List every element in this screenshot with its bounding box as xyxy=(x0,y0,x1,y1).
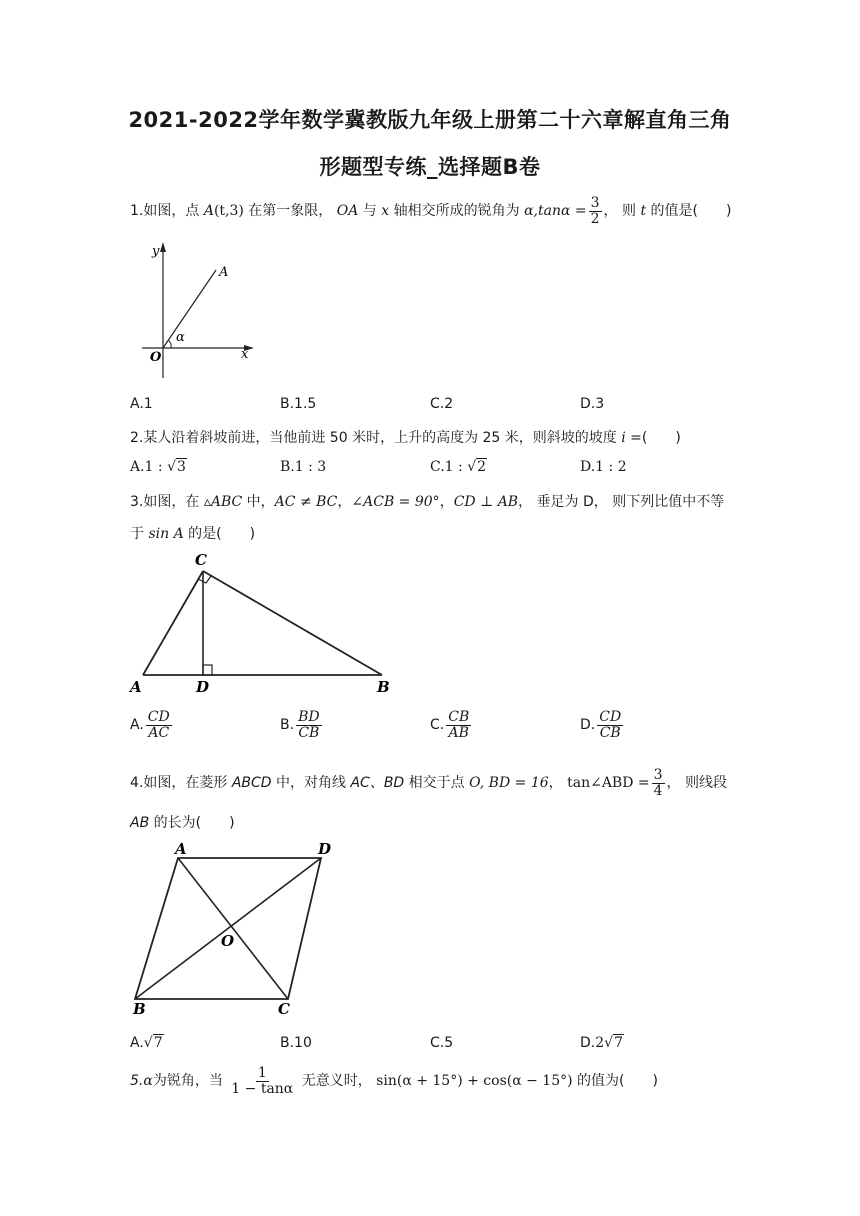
q4-option-b[interactable]: B.10 xyxy=(280,1035,312,1051)
q3-text-6: 于 xyxy=(130,526,149,542)
q3-label-d: D xyxy=(196,678,210,696)
q2-option-b[interactable]: B.1 : 3 xyxy=(280,459,327,475)
q4-text-1: 4.如图，在菱形 xyxy=(130,775,232,792)
q3-option-d[interactable] xyxy=(580,710,625,740)
q3-cd-perp-ab: CD ⊥ AB xyxy=(453,494,519,510)
question-1-stem xyxy=(130,196,731,226)
q3-option-a-denominator: AC xyxy=(148,724,170,741)
q2-option-d[interactable]: D.1 : 2 xyxy=(580,459,627,475)
q1-text-3: 与 xyxy=(358,203,382,220)
question-5-stem xyxy=(130,1066,658,1096)
question-4-stem-line-2 xyxy=(130,812,235,832)
q3-option-a-numerator: CD xyxy=(147,709,170,725)
q3-option-a-prefix: A. xyxy=(130,717,144,734)
q4-abcd: ABCD xyxy=(231,775,272,792)
q4-option-a-prefix: A. xyxy=(130,1035,144,1051)
q3-text-5: ， 垂足为 D， 则下列比值中不等 xyxy=(518,494,725,510)
q3-option-c-fraction xyxy=(446,710,471,740)
q3-option-a[interactable] xyxy=(130,710,174,740)
q1-fraction-numerator: 3 xyxy=(590,195,600,211)
q5-text-3: 的值为( ) xyxy=(572,1073,658,1090)
q1-option-b[interactable]: B.1.5 xyxy=(280,396,317,412)
q4-option-a[interactable] xyxy=(130,1035,164,1051)
q4-fraction xyxy=(652,768,665,798)
q2-option-c-radicand: 2 xyxy=(477,459,487,475)
q3-text-2: 中， xyxy=(242,494,275,510)
q3-triangle: ▵ABC xyxy=(203,494,243,510)
q1-label-o: O xyxy=(150,350,162,365)
q3-option-d-numerator: CD xyxy=(599,709,622,725)
q2-option-c[interactable] xyxy=(430,459,487,475)
question-4-stem-line-1 xyxy=(130,768,727,798)
q4-option-c[interactable]: C.5 xyxy=(430,1035,454,1051)
q3-option-c[interactable] xyxy=(430,710,473,740)
q1-label-y: y xyxy=(152,244,160,259)
q3-text-4: ， xyxy=(439,494,454,510)
q2-option-a-sqrt: √3 xyxy=(167,459,186,475)
q1-t: t xyxy=(640,203,647,220)
q1-option-c[interactable]: C.2 xyxy=(430,396,454,412)
q4-text-2: 中，对角线 xyxy=(271,775,351,792)
q3-option-d-prefix: D. xyxy=(580,717,596,734)
q4-bd-16: O, BD = 16 xyxy=(469,775,549,792)
q1-fraction xyxy=(589,196,602,226)
q2-option-a-radicand: 3 xyxy=(177,459,186,475)
q5-alpha: α xyxy=(143,1073,153,1090)
q1-tan-expr: α,tanα = xyxy=(524,203,587,220)
document-title-line-1: 2021-2022学年数学冀教版九年级上册第二十六章解直角三角 xyxy=(128,108,732,132)
q4-figure xyxy=(126,836,348,1018)
q4-tan-abd: tan∠ABD = xyxy=(567,775,650,792)
q1-option-a[interactable]: A.1 xyxy=(130,396,153,412)
q4-text-4: ， xyxy=(548,775,568,792)
q3-angle-acb: ∠ACB = 90° xyxy=(351,494,440,510)
q1-text-5: ， 则 xyxy=(603,203,641,220)
q4-option-d[interactable] xyxy=(580,1035,624,1051)
q4-fraction-numerator: 3 xyxy=(653,767,663,783)
q1-label-alpha: α xyxy=(176,330,185,345)
q4-label-b: B xyxy=(133,1000,146,1018)
q3-option-b-numerator: BD xyxy=(298,709,320,725)
q4-label-o: O xyxy=(221,932,235,950)
q3-label-c: C xyxy=(195,551,207,569)
q1-text-6: 的值是( ) xyxy=(646,203,732,220)
q1-text-1: 1.如图，点 xyxy=(130,203,204,220)
question-2-stem xyxy=(130,427,681,447)
q1-angle-arc xyxy=(168,340,171,348)
q5-fraction-denominator: 1 − tanα xyxy=(231,1080,294,1097)
q4-ab: AB xyxy=(130,815,150,831)
q3-figure xyxy=(126,550,406,698)
q2-option-a-prefix: A.1 : xyxy=(130,459,168,475)
q3-side-ac xyxy=(143,571,203,675)
q1-figure xyxy=(130,238,270,383)
q3-label-a: A xyxy=(130,678,142,696)
q4-option-d-radicand: 7 xyxy=(614,1035,623,1051)
q3-side-cb xyxy=(203,571,382,675)
q3-option-a-fraction xyxy=(146,710,172,740)
q4-label-c: C xyxy=(278,1000,290,1018)
q3-right-angle-d xyxy=(203,665,212,675)
q3-option-c-denominator: AB xyxy=(448,724,469,741)
q1-text-4: 轴相交所成的锐角为 xyxy=(389,203,525,220)
q5-text-1: 为锐角，当 xyxy=(152,1073,228,1090)
q2-option-a[interactable] xyxy=(130,459,187,475)
q1-segment-oa: OA xyxy=(336,203,359,220)
document-title-line-2: 形题型专练_选择题B卷 xyxy=(319,155,541,179)
q4-label-d: D xyxy=(318,840,332,858)
q2-text-1: 2.某人沿着斜坡前进，当他前进 50 米时，上升的高度为 25 米，则斜坡的坡度 xyxy=(130,430,622,446)
q4-text-6: 的长为( ) xyxy=(149,815,235,831)
q4-diagonal-ac xyxy=(178,858,288,999)
q5-expression: sin(α + 15°) + cos(α − 15°) xyxy=(376,1073,573,1090)
q3-text-3: ， xyxy=(337,494,352,510)
q3-text-1: 3.如图，在 xyxy=(130,494,204,510)
q2-i: i xyxy=(621,430,626,446)
q4-text-3: 相交于点 xyxy=(404,775,470,792)
question-3-stem-line-2 xyxy=(130,523,255,543)
q4-option-d-coefficient: 2 xyxy=(595,1035,605,1051)
q1-coord: (t,3) xyxy=(213,203,244,220)
q1-option-d[interactable]: D.3 xyxy=(580,396,605,412)
q3-text-7: 的是( ) xyxy=(183,526,256,542)
q3-option-c-numerator: CB xyxy=(448,709,470,725)
q1-text-2: 在第一象限， xyxy=(243,203,337,220)
q3-option-b[interactable] xyxy=(280,710,324,740)
q4-option-a-radicand: 7 xyxy=(153,1035,163,1051)
q3-option-d-denominator: CB xyxy=(599,724,621,741)
q4-diagonals: AC、BD xyxy=(350,775,405,792)
q3-label-b: B xyxy=(377,678,390,696)
q3-ac-ne-bc: AC ≠ BC xyxy=(274,494,338,510)
q3-option-b-fraction xyxy=(296,710,322,740)
q2-option-c-prefix: C.1 : xyxy=(430,459,468,475)
q1-fraction-denominator: 2 xyxy=(590,210,600,227)
question-3-stem-line-1 xyxy=(130,491,724,511)
q4-option-d-prefix: D. xyxy=(580,1035,596,1051)
q4-fraction-denominator: 4 xyxy=(653,782,663,799)
q3-option-d-fraction xyxy=(597,710,623,740)
q2-text-2: =( ) xyxy=(625,430,681,446)
q4-text-5: ， 则线段 xyxy=(666,775,727,792)
q3-option-b-denominator: CB xyxy=(298,724,320,741)
q1-y-axis-arrow xyxy=(160,242,166,252)
q4-label-a: A xyxy=(175,840,187,858)
q4-option-d-sqrt: √7 xyxy=(604,1035,623,1051)
q1-point-a: A xyxy=(203,203,214,220)
q3-option-b-prefix: B. xyxy=(280,717,295,734)
q1-ray-oa xyxy=(163,270,216,348)
q5-fraction xyxy=(229,1066,295,1096)
q5-fraction-numerator: 1 xyxy=(257,1065,267,1081)
q3-option-c-prefix: C. xyxy=(430,717,445,734)
q5-number: 5. xyxy=(130,1073,144,1090)
q4-option-a-sqrt: √7 xyxy=(143,1035,163,1051)
q1-label-x: x xyxy=(241,347,249,362)
q1-x: x xyxy=(381,203,390,220)
q3-sin-a: sin A xyxy=(148,526,184,542)
q1-label-a: A xyxy=(219,265,229,280)
q5-text-2: 无意义时， xyxy=(297,1073,377,1090)
q2-option-c-sqrt: √2 xyxy=(467,459,487,475)
